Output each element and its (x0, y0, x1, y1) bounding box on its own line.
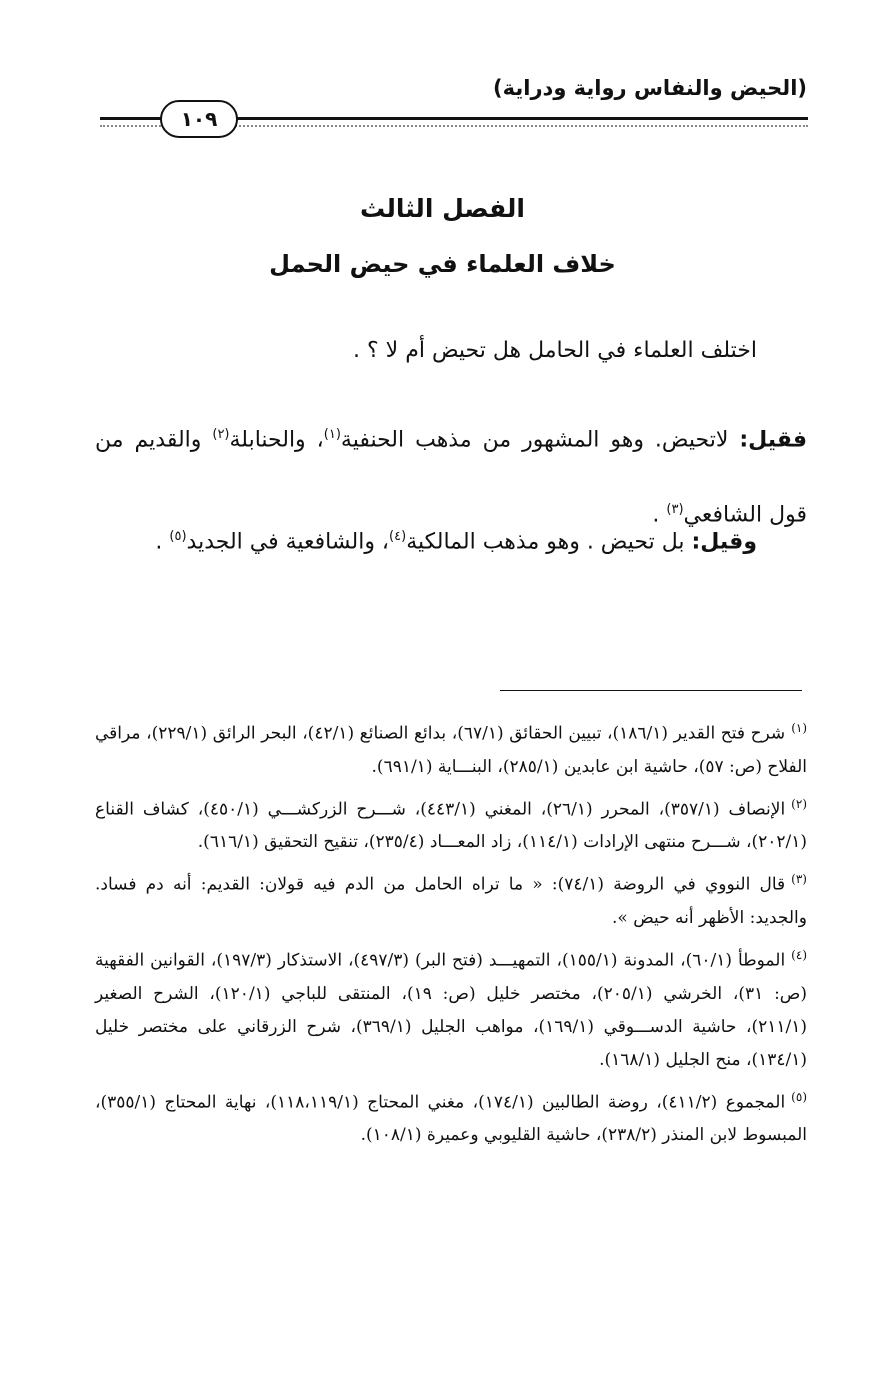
footnote-mark: (٤) (791, 947, 807, 962)
running-title: (الحيض والنفاس رواية ودراية) (493, 76, 807, 100)
paragraph-text: لاتحيض. وهو المشهور من مذهب الحنفية (340, 427, 740, 453)
footnote (95, 712, 807, 784)
opinion-lead: وقيل: (691, 529, 757, 555)
paragraph-intro: اختلف العلماء في الحامل هل تحيض أم لا ؟ . (353, 338, 757, 363)
footnote-mark: (١) (791, 721, 808, 735)
opinion-lead: فقيل: (739, 427, 807, 453)
footnote-ref: (١) (323, 427, 341, 442)
footnote-mark: (٥) (791, 1089, 807, 1104)
footnote-text: الموطأ (٦٠/١)، المدونة (١٥٥/١)، التمهيـــد (فتح البر) (٤٩٧/٣)، الاستذكار (١٩٧/٣)، القوانين الفقهية (ص: ٣١)، الخرشي (٢٠٥/١)، مختصر خليل (ص: ١٩)، المنتقى للباجي (١٢٠/١)، الشرح الصغير (٢١١/١)، حاشية الدســـوقي (١٦٩/١)، مواهب الجليل (٣٦٩/١)، شرح الزرقاني على مختصر خليل (١٣٤/١)، منح الجليل (١٦٨/١). (95, 950, 807, 1070)
paragraph-text: ، والحنابلة (229, 427, 324, 453)
chapter-subtitle: خلاف العلماء في حيض الحمل (269, 250, 616, 278)
footnote (95, 863, 807, 935)
paragraph-second-opinion (95, 530, 807, 553)
footnote (95, 939, 807, 1077)
paragraph-text: والقديم من قول الشافعي (95, 427, 807, 528)
footnote-text: شرح فتح القدير (١٨٦/١)، تبيين الحقائق (٦٧/١)، بدائع الصنائع (٤٢/١)، البحر الرائق (٢٢٩/١)، مراقي الفلاح (ص: ٥٧)، حاشية ابن عابدين (٢٨٥/١)، البنـــاية (٦٩١/١). (95, 723, 807, 777)
footnote-mark: (٣) (791, 872, 807, 887)
footnotes (95, 712, 807, 1156)
footnote-separator (500, 690, 802, 691)
footnote-ref: (٥) (169, 529, 187, 544)
footnote-text: الإنصاف (٣٥٧/١)، المحرر (٢٦/١)، المغني (٤٤٣/١)، شـــرح الزركشـــي (٤٥٠/١)، كشاف القناع (٢٠٢/١)، شـــرح منتهى الإرادات (١١٤/١)، زاد المعـــاد (٢٣٥/٤)، تنقيح التحقيق (٦١٦/١). (95, 799, 807, 853)
footnote-ref: (٢) (212, 427, 230, 442)
footnote-mark: (٢) (791, 796, 807, 811)
paragraph-text: . (155, 529, 170, 555)
footnote (95, 788, 807, 860)
paragraph-text: . (652, 502, 667, 528)
footnote (95, 1081, 807, 1153)
chapter-title: الفصل الثالث (359, 194, 525, 223)
footnote-text: المجموع (٤١١/٢)، روضة الطالبين (١٧٤/١)، مغني المحتاج (١١٨،١١٩/١)، نهاية المحتاج (٣٥٥/١)، المبسوط لابن المنذر (٢٣٨/٢)، حاشية القليوبي وعميرة (١٠٨/١). (95, 1092, 807, 1146)
paragraph-text: بل تحيض . وهو مذهب المالكية (406, 529, 692, 555)
footnote-ref: (٣) (666, 502, 684, 518)
page-number: ١٠٩ (160, 100, 238, 138)
paragraph-text: ، والشافعية في الجديد (186, 529, 390, 555)
footnote-ref: (٤) (389, 529, 407, 544)
footnote-text: قال النووي في الروضة (٧٤/١): « ما تراه الحامل من الدم فيه قولان: القديم: أنه دم فساد. والجديد: الأظهر أنه حيض ». (95, 874, 807, 928)
